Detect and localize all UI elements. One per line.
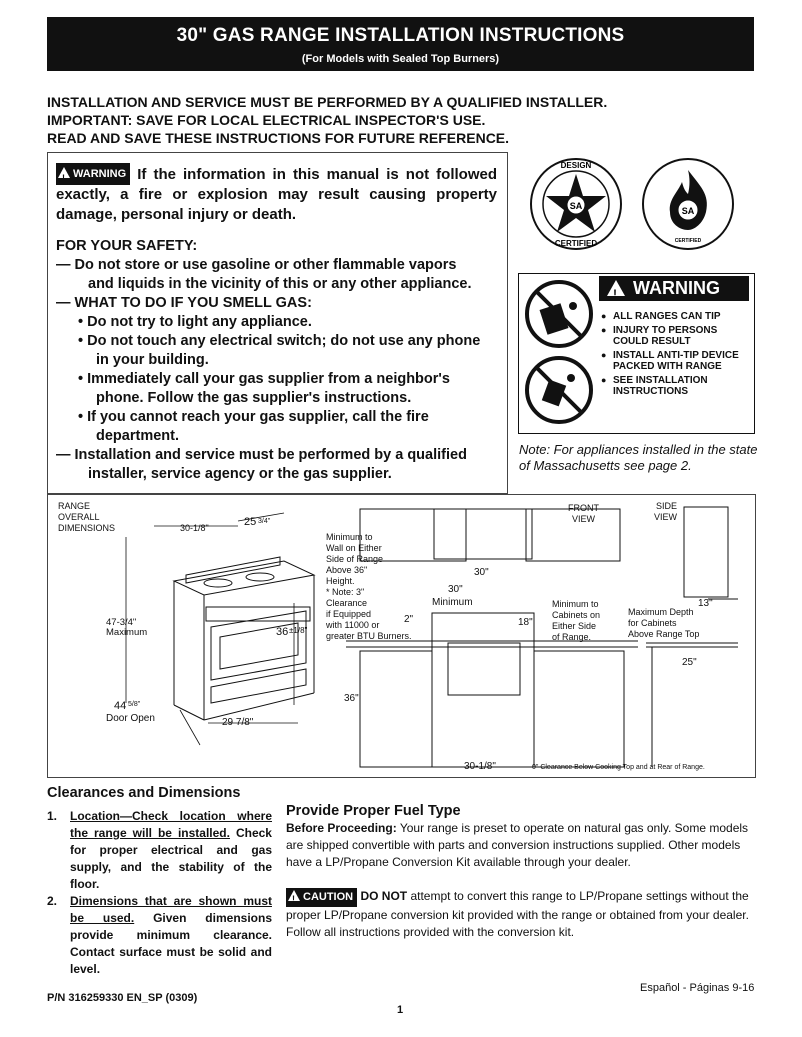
front-view-label: FRONT — [568, 503, 599, 513]
intro-line-1: INSTALLATION AND SERVICE MUST BE PERFORMED BY A QUALIFIED INSTALLER. — [47, 94, 608, 110]
anti-tip-list — [601, 311, 753, 400]
anti-tip-warning-panel — [518, 273, 755, 434]
spanish-pages: Español - Páginas 9-16 — [640, 982, 755, 994]
side-view-label: SIDE — [656, 501, 678, 511]
dim-max-height: 47-3/4" — [106, 617, 137, 628]
tip-hazard-pictograms — [523, 278, 595, 428]
min-wall-note: Wall on Either — [326, 543, 382, 553]
massachusetts-note: Note: For appliances installed in the state of Massachusetts see page 2. — [519, 442, 758, 473]
caution-badge: ! CAUTION — [286, 888, 357, 907]
min-wall-note: * Note: 3" — [326, 587, 365, 597]
fuel-heading: Provide Proper Fuel Type — [286, 803, 461, 819]
clearances-heading: Clearances and Dimensions — [47, 785, 241, 801]
safety-heading: FOR YOUR SAFETY: — [56, 238, 198, 254]
dim-depth-overall: 25 — [244, 516, 257, 528]
fuel-paragraph-1: Before Proceeding: Your range is preset to operate on natural gas only. Some models are shipped convertible with parts and conversion instructions supplied. Other models have a LP/Propane Conversion Kit available through your dealer. — [286, 821, 749, 869]
anti-tip-item: ● ALL RANGES CAN TIP — [601, 311, 723, 322]
warning-triangle-icon: ! — [58, 167, 70, 178]
front-view-label-2: VIEW — [572, 514, 596, 524]
min-wall-note: with 11000 or — [326, 620, 380, 630]
dim-30-min-label: Minimum — [432, 597, 473, 608]
warning-lead — [48, 153, 507, 225]
min-wall-note: Above 36" — [326, 565, 368, 575]
dimensions-illustration — [48, 495, 755, 777]
dim-max-label: Maximum — [106, 627, 148, 638]
min-cab-note: of Range. — [552, 632, 592, 642]
caution-triangle-icon: ! — [288, 890, 300, 901]
safety-item-3a: — Installation and service must be performed by a qualified — [56, 447, 467, 463]
warning-badge: ! WARNING — [56, 163, 130, 185]
dim-18-in: 18" — [518, 617, 533, 628]
min-wall-note: Height. — [326, 576, 355, 586]
anti-tip-item: ● INJURY TO PERSONS COULD RESULT — [601, 325, 753, 347]
overall-label-3: DIMENSIONS — [58, 523, 116, 533]
safety-bullet-4b: department. — [96, 428, 179, 444]
csa-seal-logo: SA — [681, 206, 695, 216]
page-subtitle: (For Models with Sealed Top Burners) — [301, 53, 500, 65]
design-certified-seal — [528, 156, 624, 252]
dim-depth-frac: 3/4" — [258, 518, 271, 525]
warning-lead-text: If the information in this manual is not followed exactly, a fire or explosion may result causing property damage, personal injury or death. — [56, 166, 497, 223]
dim-cook-height-frac: ±1/8" — [289, 626, 308, 635]
dim-depth-body: 29 7/8" — [222, 717, 254, 728]
dim-cutout-width: 30-1/8" — [464, 761, 496, 772]
min-wall-note: Minimum to — [326, 532, 373, 542]
safety-bullet-3b: phone. Follow the gas supplier's instructions. — [96, 390, 412, 406]
safety-item-2: — WHAT TO DO IF YOU SMELL GAS: — [56, 295, 312, 311]
csa-seal-certified: CERTIFIED — [674, 238, 702, 244]
min-cab-note: Cabinets on — [552, 610, 601, 620]
fuel-caution: ! CAUTION DO NOT attempt to convert this range to LP/Propane settings without the proper LP/Propane conversion kit provided with the range or obtained from your dealer. Follow all instructions provided with the conversion kit. — [286, 889, 749, 939]
range-3d-drawing — [174, 557, 314, 720]
min-cab-note: Minimum to — [552, 599, 599, 609]
page-title: 30" GAS RANGE INSTALLATION INSTRUCTIONS — [176, 25, 625, 46]
min-wall-note: Clearance — [326, 598, 368, 608]
dim-cook-height: 36 — [276, 626, 289, 638]
safety-item-1b: and liquids in the vicinity of this or any other appliance. — [88, 276, 472, 292]
design-seal-csa: SA — [569, 201, 583, 211]
min-cab-note: Either Side — [552, 621, 597, 631]
dim-door-open-frac: 5/8" — [128, 701, 141, 708]
min-wall-note: Side of Range — [326, 554, 384, 564]
overall-label-1: RANGE — [58, 501, 91, 511]
clearance-item-1: 1. Location—Check location where the range will be installed. Check for proper electrical and gas supply, and the stability of the floor. — [47, 809, 272, 891]
intro-notice — [47, 93, 767, 147]
dim-25-in: 25" — [682, 657, 697, 668]
dimensions-diagram — [47, 494, 756, 778]
zero-clearance-note: 0" Clearance Below Cooking Top and at Rear of Range. — [532, 764, 705, 771]
dim-width-overall: 30-1/8" — [180, 523, 209, 533]
intro-line-3: READ AND SAVE THESE INSTRUCTIONS FOR FUTURE REFERENCE. — [47, 130, 510, 146]
part-number: P/N 316259330 EN_SP (0309) — [47, 992, 198, 1004]
dim-door-open: 44 — [114, 700, 127, 712]
max-depth-note: Above Range Top — [628, 629, 700, 639]
dim-13-in: 13" — [698, 598, 713, 609]
dim-door-open-label: Door Open — [106, 713, 155, 724]
safety-list — [48, 225, 507, 484]
page-number: 1 — [397, 1004, 404, 1016]
max-depth-note: Maximum Depth — [628, 607, 694, 617]
safety-bullet-2a: • Do not touch any electrical switch; do not use any phone — [78, 333, 481, 349]
clearance-item-2: 2. Dimensions that are shown must be used. Given dimensions provide minimum clearance. Contact surface must be solid and level. — [47, 894, 272, 976]
title-bar — [47, 17, 754, 71]
anti-tip-warning-header: ! WARNING — [599, 276, 749, 301]
warning-triangle-icon: ! — [607, 280, 625, 296]
min-wall-note: if Equipped — [326, 609, 372, 619]
max-depth-note: for Cabinets — [628, 618, 677, 628]
dim-30-min: 30" — [448, 584, 463, 595]
dim-30-in: 30" — [474, 567, 489, 578]
clearances-list — [47, 808, 272, 978]
safety-bullet-3a: • Immediately call your gas supplier from a neighbor's — [78, 371, 450, 387]
anti-tip-item: ● SEE INSTALLATION INSTRUCTIONS — [601, 375, 753, 397]
safety-bullet-2b: in your building. — [96, 352, 209, 368]
safety-item-1a: — Do not store or use gasoline or other flammable vapors — [56, 257, 457, 273]
anti-tip-item: ● INSTALL ANTI-TIP DEVICE PACKED WITH RANGE — [601, 350, 753, 372]
intro-line-2: IMPORTANT: SAVE FOR LOCAL ELECTRICAL INSPECTOR'S USE. — [47, 112, 486, 128]
min-wall-note: greater BTU Burners. — [326, 631, 412, 641]
fuel-type-section — [286, 803, 756, 941]
dim-2-in: 2" — [404, 614, 414, 625]
csa-flame-seal — [640, 156, 736, 252]
overall-label-2: OVERALL — [58, 512, 100, 522]
dim-36-in: 36" — [344, 693, 359, 704]
safety-bullet-4a: • If you cannot reach your gas supplier, call the fire — [78, 409, 429, 425]
safety-warning-box — [47, 152, 508, 494]
design-seal-bottom: CERTIFIED — [554, 239, 598, 248]
design-seal-top: DESIGN — [560, 161, 592, 170]
safety-bullet-1: • Do not try to light any appliance. — [78, 314, 312, 330]
safety-item-3b: installer, service agency or the gas supplier. — [88, 466, 392, 482]
side-view-label-2: VIEW — [654, 512, 678, 522]
